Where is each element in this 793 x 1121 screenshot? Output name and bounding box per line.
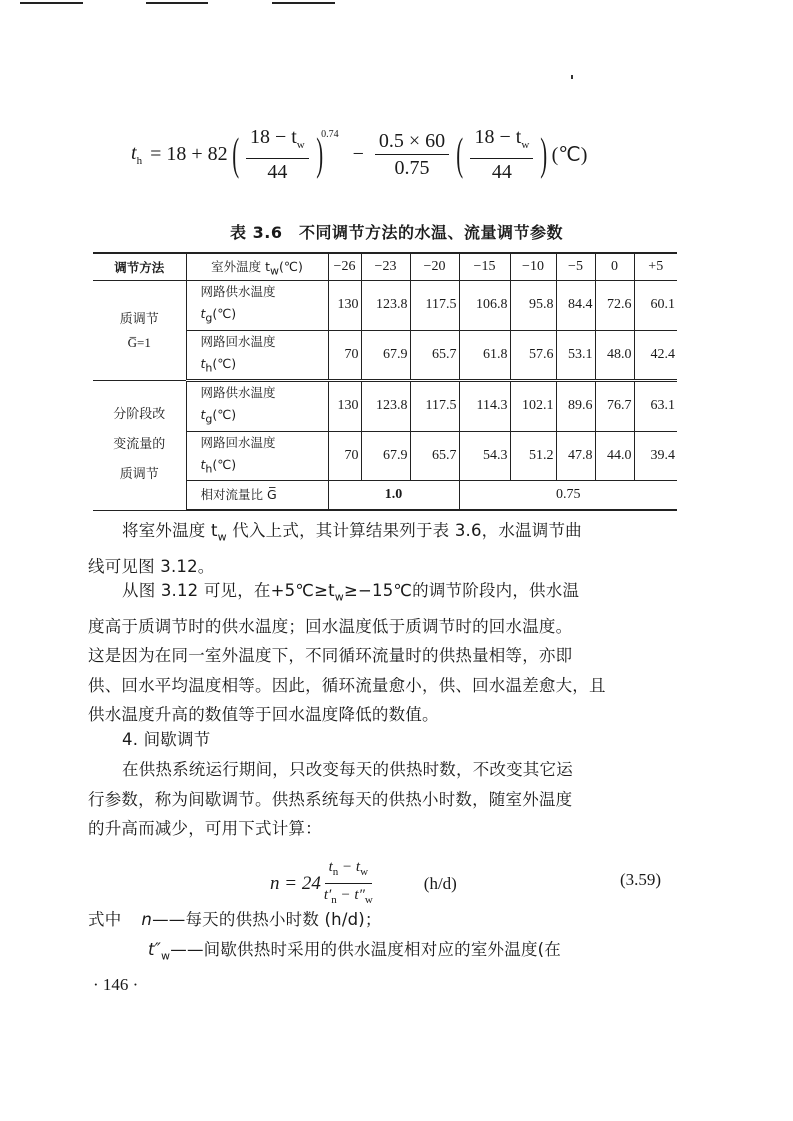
- cell-value: 102.1: [510, 381, 556, 432]
- section-heading: 4. 间歇调节: [122, 730, 211, 749]
- cell-value: 106.8: [459, 281, 510, 331]
- fraction-1: $\frac{18 - t_w}{44}$: [246, 126, 309, 183]
- header-temp: −10: [510, 253, 556, 281]
- where-clause: 式中 n——每天的供热小时数 (h/d)； $t''_w——$间歇供热时采用的供水温度相对应的室外温度(在: [88, 910, 561, 962]
- formula-minus: −: [352, 142, 364, 165]
- cell-value: 130: [328, 381, 361, 432]
- cell-value: 57.6: [510, 330, 556, 381]
- scan-top-rule: [146, 2, 208, 4]
- cell-value: 44.0: [595, 431, 634, 481]
- method-quality: 质调节 G̅=1: [93, 281, 186, 381]
- header-temp: −15: [459, 253, 510, 281]
- symbol-n: n: [141, 910, 153, 929]
- page-number: · 146 ·: [93, 975, 139, 994]
- fraction-2: $\frac{0.5 \times 60}{0.75}$: [375, 130, 449, 179]
- cell-value: 65.7: [410, 431, 459, 481]
- cell-value: 42.4: [634, 330, 677, 381]
- formula-exponent: 0.74: [321, 128, 339, 140]
- cell-value: 114.3: [459, 381, 510, 432]
- table-row: [93, 281, 677, 331]
- paragraph-results: 将室外温度 $t_w$ 代入上式，其计算结果列于表 3.6，水温调节曲 线可见图 3.12。: [88, 521, 582, 576]
- cell-value: 95.8: [510, 281, 556, 331]
- header-method: 调节方法: [93, 253, 186, 281]
- cell-value: 72.6: [595, 281, 634, 331]
- header-temp: 0: [595, 253, 634, 281]
- param-supply: 网路供水温度 $t_g(℃)$: [186, 381, 328, 432]
- equation-number: (3.59): [620, 870, 662, 889]
- cell-value: 67.9: [361, 431, 410, 481]
- desc-tw: ——间歇供热时采用的供水温度相对应的室外温度(在: [170, 939, 561, 959]
- cell-value: 65.7: [410, 330, 459, 381]
- header-temp: −23: [361, 253, 410, 281]
- scan-top-rule: [20, 2, 83, 4]
- right-paren: ): [315, 128, 323, 179]
- cell-value: 123.8: [361, 381, 410, 432]
- method-staged: 分阶段改 变流量的 质调节: [93, 381, 186, 511]
- header-temp: −20: [410, 253, 459, 281]
- left-paren: (: [231, 128, 239, 179]
- formula-lhs: $t_h$: [131, 141, 143, 167]
- header-temp: +5: [634, 253, 677, 281]
- header-temp: −5: [556, 253, 595, 281]
- formula-eq: = 18 + 82: [150, 142, 228, 165]
- flow-ratio-value: 1.0: [328, 481, 459, 511]
- header-temp: −26: [328, 253, 361, 281]
- fraction-3: $\frac{18 - t_w}{44}$: [470, 126, 533, 183]
- param-return: 网路回水温度 $t_h(℃)$: [186, 431, 328, 481]
- table-row: [93, 381, 677, 432]
- cell-value: 70: [328, 330, 361, 381]
- where-label: 式中: [88, 910, 122, 929]
- desc-n: ——每天的供热小时数 (h/d)；: [152, 910, 382, 929]
- header-outdoor-temp: 室外温度 $t_w(℃)$: [186, 253, 328, 281]
- cell-value: 76.7: [595, 381, 634, 432]
- right-paren: ): [540, 128, 548, 179]
- cell-value: 123.8: [361, 281, 410, 331]
- formula-unit: (h/d): [423, 873, 457, 893]
- left-paren: (: [456, 128, 464, 179]
- fraction: $\frac{t_n - t_w}{t'_n - t''_w}$: [323, 859, 373, 906]
- paragraph-intermittent: 在供热系统运行期间，只改变每天的供热时数，不改变其它运 行参数，称为间歇调节。供热系统每天的供热小时数，随室外温度 的升高而减少，可用下式计算：: [88, 760, 573, 838]
- cell-value: 84.4: [556, 281, 595, 331]
- cell-value: 61.8: [459, 330, 510, 381]
- formula-return-temperature: [131, 124, 587, 184]
- cell-value: 63.1: [634, 381, 677, 432]
- param-flow-ratio: 相对流量比 G̅: [186, 481, 328, 511]
- flow-ratio-value: 0.75: [459, 481, 677, 511]
- param-return: 网路回水温度 $t_h(℃)$: [186, 330, 328, 381]
- cell-value: 47.8: [556, 431, 595, 481]
- cell-value: 117.5: [410, 381, 459, 432]
- table-caption: 表 3.6 不同调节方法的水温、流量调节参数: [230, 223, 563, 242]
- cell-value: 117.5: [410, 281, 459, 331]
- cell-value: 70: [328, 431, 361, 481]
- cell-value: 39.4: [634, 431, 677, 481]
- cell-value: 130: [328, 281, 361, 331]
- formula-lhs: n = 24: [270, 872, 321, 894]
- symbol-tw: t″: [148, 939, 162, 959]
- cell-value: 51.2: [510, 431, 556, 481]
- cell-value: 48.0: [595, 330, 634, 381]
- cell-value: 89.6: [556, 381, 595, 432]
- formula-heating-hours: [270, 858, 457, 909]
- param-supply: 网路供水温度 $t_g(℃)$: [186, 281, 328, 331]
- regulation-parameters-table: [93, 252, 677, 511]
- cell-value: 53.1: [556, 330, 595, 381]
- cell-value: 60.1: [634, 281, 677, 331]
- formula-unit: (℃): [551, 143, 588, 166]
- scan-speck: [571, 75, 573, 79]
- cell-value: 54.3: [459, 431, 510, 481]
- cell-value: 67.9: [361, 330, 410, 381]
- scan-top-rule: [272, 2, 335, 4]
- paragraph-analysis: 从图 3.12 可见，在$+5℃\ge t_w\ge-15℃$的调节阶段内，供水温 度高于质调节时的供水温度；回水温度低于质调节时的回水温度。 这是因为在同一室外温度下，不同循环流量时的供热量相等，亦即 供、回水平均温度相等。因此，循环流量愈小，供、回水温差愈大，且 供水温度升高的数值等于回水温度降低的数值。: [88, 581, 606, 725]
- table-header-row: [93, 253, 677, 281]
